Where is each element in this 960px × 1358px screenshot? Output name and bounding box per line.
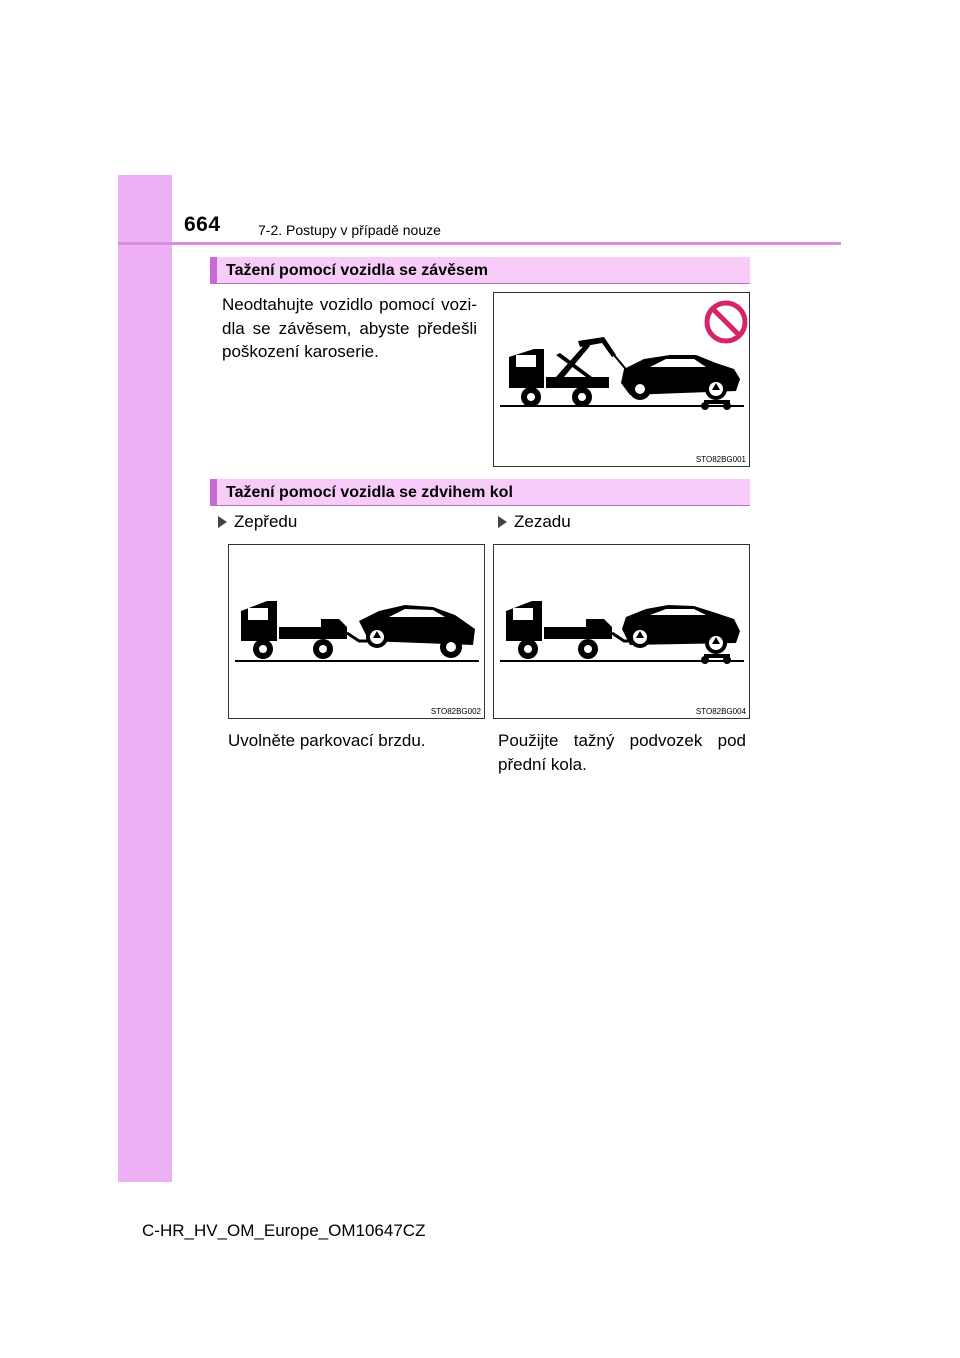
page-number: 664 xyxy=(184,213,221,236)
figure-sling-tow xyxy=(493,292,750,467)
sling-tow-illustration xyxy=(494,293,751,468)
sling-warning-text: Neodtahujte vozidlo pomocí vozidla se závěsem, abyste předešli poškození karoserie. xyxy=(222,295,477,361)
prohibited-icon xyxy=(707,303,745,341)
figure-front-tow xyxy=(228,544,485,719)
subheading-rear-label: Zezadu xyxy=(514,512,571,531)
header-divider xyxy=(118,242,841,245)
front-instruction-text: Uvolněte parkovací brzdu. xyxy=(228,731,426,750)
tow-truck-silhouette xyxy=(241,601,347,659)
tow-truck-silhouette xyxy=(506,601,612,659)
sidebar-tab xyxy=(118,175,172,1182)
front-tow-illustration xyxy=(229,545,486,720)
figure-code: STO82BG002 xyxy=(430,707,481,716)
heading-tow-sling: Tažení pomocí vozidla se závěsem xyxy=(210,257,750,284)
figure-rear-tow xyxy=(493,544,750,719)
tow-truck-silhouette xyxy=(509,337,616,407)
footer-doc-id: C-HR_HV_OM_Europe_OM10647CZ xyxy=(142,1221,426,1240)
subheading-front-label: Zepředu xyxy=(234,512,298,531)
subheading-rear xyxy=(498,512,571,532)
wheel-dolly-icon xyxy=(366,626,388,648)
triangle-bullet-icon xyxy=(498,516,507,528)
heading-wheel-lift: Tažení pomocí vozidla se zdvihem kol xyxy=(210,479,750,506)
figure-code: STO82BG001 xyxy=(695,455,746,464)
subheading-front xyxy=(218,512,297,532)
triangle-bullet-icon xyxy=(218,516,227,528)
rear-tow-illustration xyxy=(494,545,751,720)
section-title: 7-2. Postupy v případě nouze xyxy=(258,222,441,238)
rear-instruction-text: Použijte tažný podvozek pod přední kola. xyxy=(498,731,746,774)
figure-code: STO82BG004 xyxy=(695,707,746,716)
